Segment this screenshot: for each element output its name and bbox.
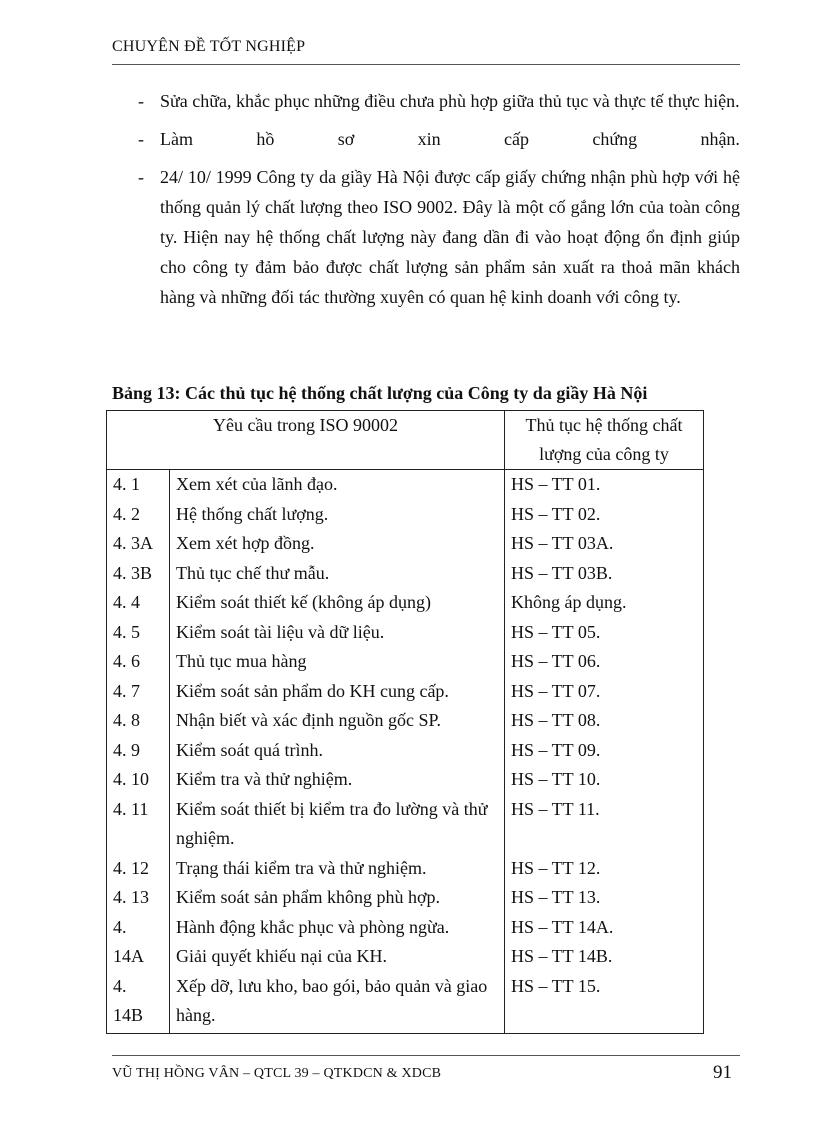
bullet-text: Sửa chữa, khắc phục những điều chưa phù hợp giữa thủ tục và thực tế thực hiện. bbox=[160, 91, 740, 111]
bullet-word: Làm bbox=[160, 129, 193, 149]
bullet-word: hồ bbox=[256, 129, 275, 149]
row-number-stack bbox=[107, 854, 170, 1034]
bullet-text bbox=[160, 124, 740, 154]
row-requirement: Kiểm soát quá trình. bbox=[170, 736, 505, 766]
row-number: 4. bbox=[113, 975, 127, 996]
row-procedure: HS – TT 06. bbox=[505, 647, 704, 677]
row-number: 4. 7 bbox=[107, 677, 170, 707]
row-number: 4. 12 bbox=[113, 857, 149, 878]
row-requirement: Kiểm soát sản phẩm do KH cung cấp. bbox=[170, 677, 505, 707]
row-procedure: HS – TT 13. bbox=[511, 887, 601, 907]
table-header-row bbox=[107, 411, 704, 470]
row-requirement: Trạng thái kiểm tra và thử nghiệm. bbox=[176, 857, 427, 878]
page-number: 91 bbox=[713, 1062, 732, 1083]
table-row bbox=[107, 854, 704, 1034]
row-procedure: HS – TT 15. bbox=[511, 975, 601, 996]
bullet-dash: - bbox=[138, 167, 144, 187]
row-procedure: HS – TT 09. bbox=[505, 736, 704, 766]
row-procedure: HS – TT 07. bbox=[505, 677, 704, 707]
row-requirement: Hành động khắc phục và phòng ngừa. bbox=[176, 916, 450, 937]
row-number: 4. 13 bbox=[113, 887, 149, 907]
table-row bbox=[107, 765, 704, 795]
row-number: 4. 10 bbox=[107, 765, 170, 795]
table-row bbox=[107, 529, 704, 559]
row-requirement: Hệ thống chất lượng. bbox=[170, 500, 505, 530]
header-procedure: Thủ tục hệ thống chất lượng của công ty bbox=[505, 411, 704, 470]
row-requirement-stack bbox=[170, 854, 505, 1034]
row-number: 14A bbox=[113, 946, 144, 966]
row-number: 4. 8 bbox=[107, 706, 170, 736]
row-requirement: Xem xét của lãnh đạo. bbox=[170, 470, 505, 500]
row-number: 14B bbox=[113, 1005, 144, 1025]
bullet-list bbox=[112, 86, 740, 320]
row-number: 4. 6 bbox=[107, 647, 170, 677]
row-requirement: Kiểm soát thiết bị kiểm tra đo lường và thử nghiệm. bbox=[170, 795, 505, 854]
table-row bbox=[107, 500, 704, 530]
row-requirement: Thủ tục mua hàng bbox=[170, 647, 505, 677]
row-procedure: HS – TT 10. bbox=[505, 765, 704, 795]
table-row bbox=[107, 795, 704, 854]
table-row bbox=[107, 559, 704, 589]
row-number: 4. bbox=[113, 916, 127, 937]
table-body bbox=[107, 470, 704, 1034]
row-procedure: HS – TT 03A. bbox=[505, 529, 704, 559]
row-requirement: Kiểm soát thiết kế (không áp dụng) bbox=[170, 588, 505, 618]
table-row bbox=[107, 588, 704, 618]
row-procedure: HS – TT 03B. bbox=[505, 559, 704, 589]
header-divider bbox=[112, 64, 740, 65]
row-requirement: Kiểm soát sản phẩm không phù hợp. bbox=[176, 887, 440, 907]
bullet-item bbox=[112, 86, 740, 116]
row-procedure: HS – TT 05. bbox=[505, 618, 704, 648]
bullet-word: xin bbox=[417, 129, 441, 149]
bullet-word: cấp bbox=[503, 129, 529, 149]
row-procedure: Không áp dụng. bbox=[505, 588, 704, 618]
bullet-word: chứng bbox=[592, 129, 638, 149]
row-number: 4. 3B bbox=[107, 559, 170, 589]
row-number: 4. 3A bbox=[107, 529, 170, 559]
row-procedure: HS – TT 02. bbox=[505, 500, 704, 530]
table-row bbox=[107, 470, 704, 500]
row-procedure: HS – TT 12. bbox=[511, 857, 601, 878]
table-caption: Bảng 13: Các thủ tục hệ thống chất lượng của Công ty da giầy Hà Nội bbox=[112, 383, 648, 403]
table-row bbox=[107, 677, 704, 707]
bullet-item bbox=[112, 124, 740, 154]
row-number: 4. 1 bbox=[107, 470, 170, 500]
table-row bbox=[107, 618, 704, 648]
row-requirement: Kiểm tra và thử nghiệm. bbox=[170, 765, 505, 795]
header-requirement: Yêu cầu trong ISO 90002 bbox=[107, 411, 505, 470]
row-procedure: HS – TT 14B. bbox=[511, 946, 613, 966]
bullet-item bbox=[112, 162, 740, 312]
row-requirement: Nhận biết và xác định nguồn gốc SP. bbox=[170, 706, 505, 736]
row-number: 4. 4 bbox=[107, 588, 170, 618]
row-requirement: Kiểm soát tài liệu và dữ liệu. bbox=[170, 618, 505, 648]
row-procedure: HS – TT 14A. bbox=[511, 916, 614, 937]
row-requirement: Xếp dỡ, lưu kho, bao gói, bảo quản và giao hàng. bbox=[176, 975, 488, 1025]
bullet-word: nhận. bbox=[700, 129, 740, 149]
table-row bbox=[107, 647, 704, 677]
row-requirement: Thủ tục chế thư mẫu. bbox=[170, 559, 505, 589]
row-number: 4. 9 bbox=[107, 736, 170, 766]
table-row bbox=[107, 736, 704, 766]
bullet-dash: - bbox=[138, 91, 144, 111]
page-footer: VŨ THỊ HỒNG VÂN – QTCL 39 – QTKDCN & XDCB bbox=[112, 1066, 442, 1081]
row-procedure: HS – TT 08. bbox=[505, 706, 704, 736]
row-requirement: Xem xét hợp đồng. bbox=[170, 529, 505, 559]
footer-divider bbox=[112, 1055, 740, 1056]
quality-procedures-table bbox=[106, 410, 704, 1034]
row-number: 4. 11 bbox=[107, 795, 170, 854]
table-row bbox=[107, 706, 704, 736]
bullet-word: sơ bbox=[337, 129, 355, 149]
row-number: 4. 2 bbox=[107, 500, 170, 530]
row-number: 4. 5 bbox=[107, 618, 170, 648]
page-header: CHUYÊN ĐỀ TỐT NGHIỆP bbox=[112, 38, 306, 55]
row-procedure-stack bbox=[505, 854, 704, 1034]
bullet-dash: - bbox=[138, 129, 144, 149]
row-procedure: HS – TT 11. bbox=[505, 795, 704, 854]
row-procedure: HS – TT 01. bbox=[505, 470, 704, 500]
row-requirement: Giải quyết khiếu nại của KH. bbox=[176, 946, 387, 966]
bullet-text: 24/ 10/ 1999 Công ty da giầy Hà Nội được cấp giấy chứng nhận phù hợp với hệ thống quản lý chất lượng theo ISO 9002. Đây là một cố gắng lớn của toàn công ty. Hiện nay hệ thống chất lượng này đang dần đi vào hoạt động ổn định giúp cho công ty đảm bảo được chất lượng sản phẩm sản xuất ra thoả mãn khách hàng và những đối tác thường xuyên có quan hệ kinh doanh với công ty. bbox=[160, 167, 740, 307]
